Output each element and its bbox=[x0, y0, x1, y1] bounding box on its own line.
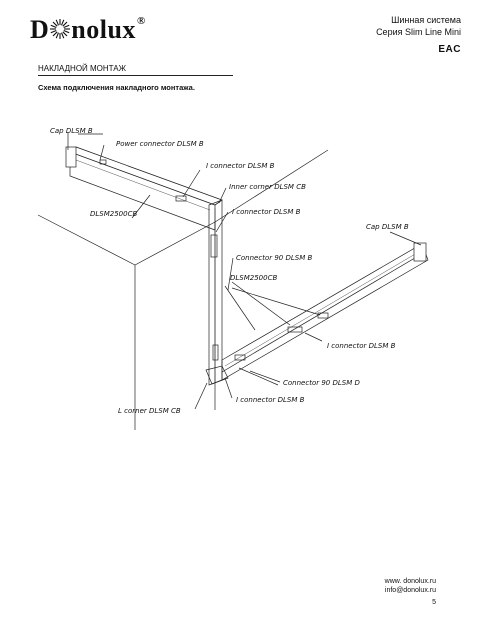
sun-logo-icon bbox=[49, 18, 71, 40]
series-title: Серия Slim Line Mini bbox=[376, 27, 461, 37]
label-inner-corner: Inner corner DLSM CB bbox=[229, 183, 306, 191]
label-dlsm-left: DLSM2500CB bbox=[90, 210, 138, 218]
eac-cert-mark: EAC bbox=[438, 44, 461, 55]
track-top-left bbox=[70, 147, 222, 205]
diagram-caption: Схема подключения накладного монтажа. bbox=[38, 83, 195, 92]
logo-text-right: nolux bbox=[71, 15, 136, 44]
label-connector-90-d: Connector 90 DLSM D bbox=[283, 379, 360, 387]
track-right bbox=[222, 245, 425, 372]
registered-mark: ® bbox=[136, 15, 146, 27]
wall-left-edge bbox=[38, 215, 215, 265]
website-link[interactable]: www. donolux.ru bbox=[384, 578, 436, 585]
label-l-corner: L corner DLSM CB bbox=[118, 407, 181, 415]
label-connector-90-b: Connector 90 DLSM B bbox=[236, 254, 313, 262]
label-cap-top: Cap DLSM B bbox=[50, 127, 93, 135]
label-i-connector-2: I connector DLSM B bbox=[232, 208, 301, 216]
label-power-connector: Power connector DLSM B bbox=[116, 140, 204, 148]
email-link[interactable]: info@donolux.ru bbox=[384, 587, 436, 594]
label-cap-right: Cap DLSM B bbox=[366, 223, 409, 231]
section-divider bbox=[38, 75, 233, 76]
label-dlsm-mid: DLSM2500CB bbox=[230, 274, 278, 282]
label-i-connector-3: I connector DLSM B bbox=[327, 342, 396, 350]
cap-right bbox=[414, 243, 426, 261]
section-title: НАКЛАДНОЙ МОНТАЖ bbox=[38, 64, 127, 73]
brand-logo bbox=[30, 16, 146, 43]
logo-text-left: D bbox=[30, 15, 50, 44]
footer-contacts bbox=[385, 577, 436, 595]
page-number: 5 bbox=[432, 599, 436, 606]
track-vertical bbox=[209, 200, 222, 385]
mounting-diagram bbox=[0, 100, 481, 430]
cap-top-left bbox=[66, 147, 76, 167]
header-title-block bbox=[376, 14, 461, 38]
label-i-connector-4: I connector DLSM B bbox=[236, 396, 305, 404]
label-i-connector-1: I connector DLSM B bbox=[206, 162, 275, 170]
system-title: Шинная система bbox=[391, 15, 461, 25]
